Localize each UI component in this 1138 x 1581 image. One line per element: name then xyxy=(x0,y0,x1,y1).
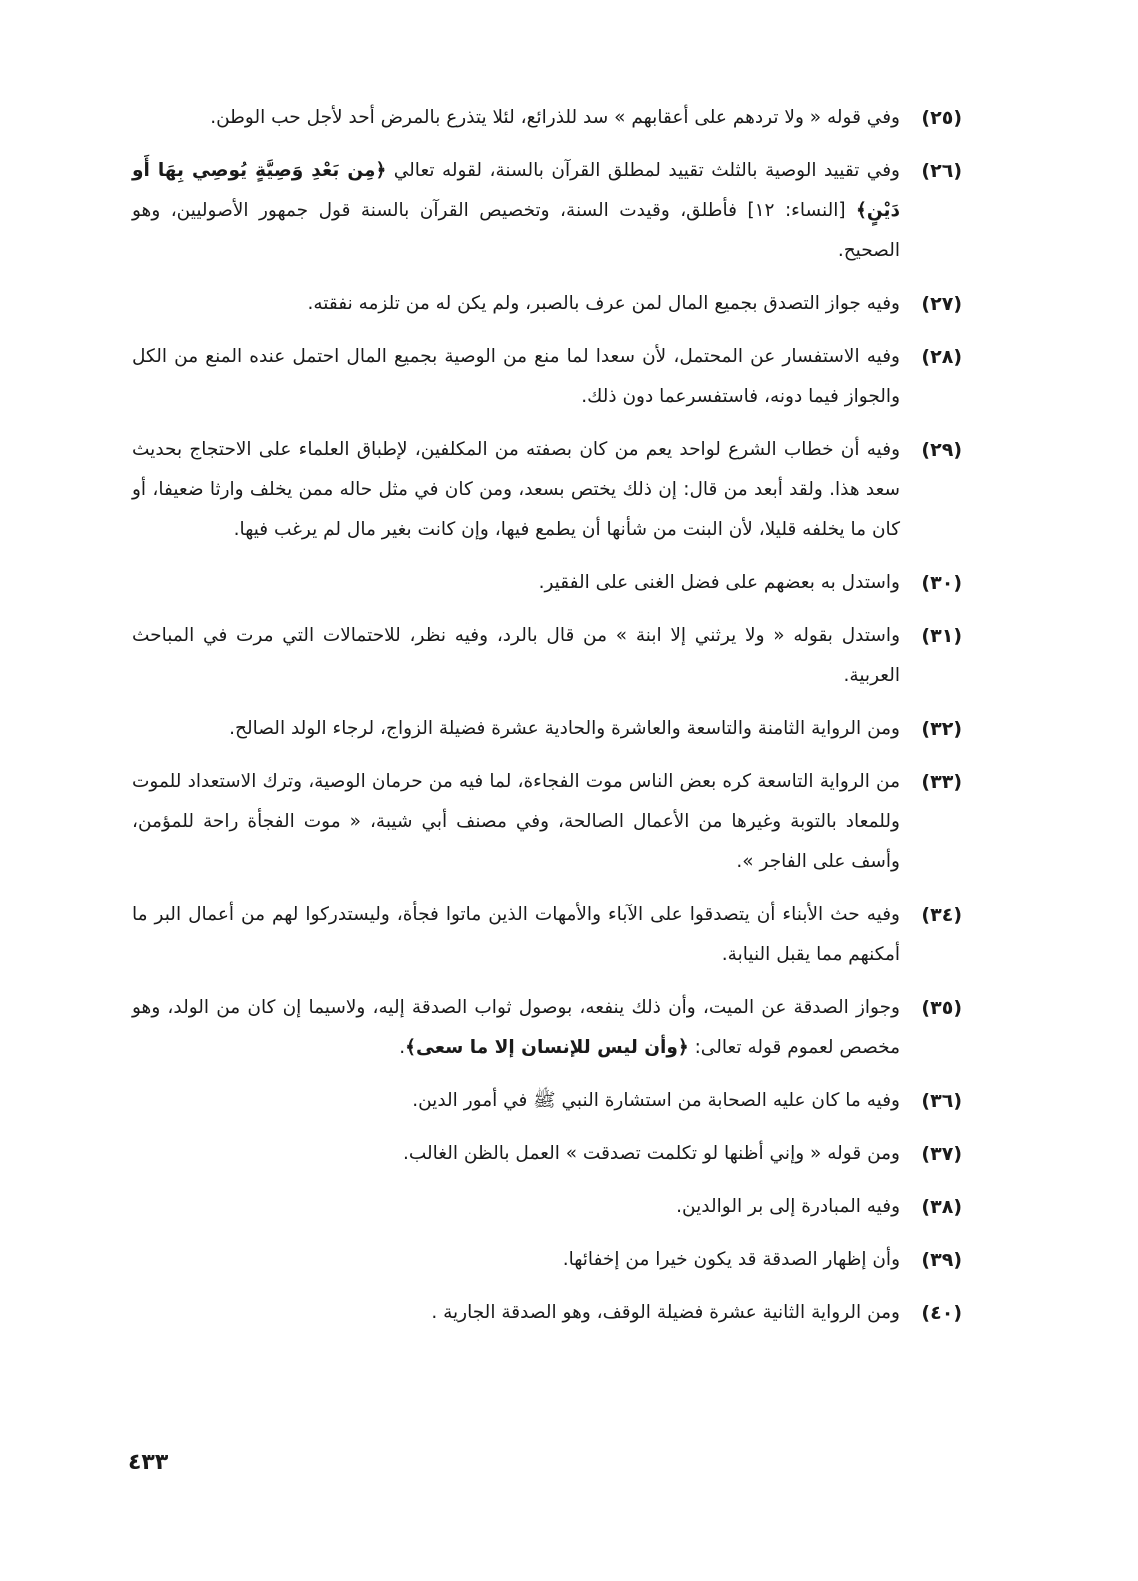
list-item xyxy=(132,430,962,550)
text-segment: وفي قوله « ولا تردهم على أعقابهم » سد للذرائع، لئلا يتذرع بالمرض أحد لأجل حب الوطن. xyxy=(210,107,900,128)
item-text xyxy=(132,988,900,1068)
item-text xyxy=(132,616,900,696)
item-number: (٣٥) xyxy=(921,997,962,1019)
text-segment: وفيه جواز التصدق بجميع المال لمن عرف بالصبر، ولم يكن له من تلزمه نفقته. xyxy=(307,293,900,314)
item-number: (٣٢) xyxy=(921,718,962,740)
item-text xyxy=(132,1240,900,1280)
list-item xyxy=(132,709,962,749)
item-text xyxy=(132,709,900,749)
item-number: (٣٠) xyxy=(921,572,962,594)
list-item xyxy=(132,337,962,417)
text-segment: واستدل بقوله « ولا يرثني إلا ابنة » من قال بالرد، وفيه نظر، للاحتمالات التي مرت في المباحث العربية. xyxy=(132,625,900,686)
text-segment: . xyxy=(399,1037,406,1058)
item-number: (٢٩) xyxy=(921,439,962,461)
page-body xyxy=(132,98,962,1346)
list-item xyxy=(132,1240,962,1280)
item-text xyxy=(132,762,900,882)
item-text xyxy=(132,284,900,324)
text-segment: وجواز الصدقة عن الميت، وأن ذلك ينفعه، بوصول ثواب الصدقة إليه، ولاسيما إن كان من الولد، وهو مخصص لعموم قوله تعالى: xyxy=(132,997,900,1058)
item-number: (٢٨) xyxy=(921,346,962,368)
list-item xyxy=(132,1134,962,1174)
text-segment: ومن الرواية الثانية عشرة فضيلة الوقف، وهو الصدقة الجارية . xyxy=(431,1302,900,1323)
item-text xyxy=(132,895,900,975)
item-number: (٣١) xyxy=(921,625,962,647)
text-segment: من الرواية التاسعة كره بعض الناس موت الفجاءة، لما فيه من حرمان الوصية، وترك الاستعداد للموت وللمعاد بالتوبة وغيرها من الأعمال الصالحة، وفي مصنف أبي شيبة، « موت الفجأة راحة للمؤمن، وأسف على الفاجر ». xyxy=(132,771,900,872)
page-number: ٤٣٣ xyxy=(128,1450,169,1475)
list-item xyxy=(132,616,962,696)
text-segment: ومن قوله « وإني أظنها لو تكلمت تصدقت » العمل بالظن الغالب. xyxy=(402,1143,900,1164)
text-segment: وفيه ما كان عليه الصحابة من استشارة النبي ﷺ في أمور الدين. xyxy=(412,1090,900,1111)
item-number: (٣٧) xyxy=(921,1143,962,1165)
list-item xyxy=(132,151,962,271)
item-text xyxy=(132,1134,900,1174)
item-number: (٣٦) xyxy=(921,1090,962,1112)
text-segment: ومن الرواية الثامنة والتاسعة والعاشرة والحادية عشرة فضيلة الزواج، لرجاء الولد الصالح. xyxy=(229,718,900,739)
item-number: (٢٧) xyxy=(921,293,962,315)
item-text xyxy=(132,1187,900,1227)
item-text xyxy=(132,151,900,271)
text-segment: وفيه أن خطاب الشرع لواحد يعم من كان بصفته من المكلفين، لإطباق العلماء على الاحتجاج بحديث سعد هذا. ولقد أبعد من قال: إن ذلك يختص بسعد، ومن كان في مثل حاله ممن يخلف وارثا ضعيفا، أو كان ما يخلفه قليلا، لأن البنت من شأنها أن يطمع فيها، وإن كانت بغير مال لم يرغب فيها. xyxy=(132,439,900,540)
list-item xyxy=(132,895,962,975)
list-item xyxy=(132,284,962,324)
list-item xyxy=(132,988,962,1068)
item-text xyxy=(132,563,900,603)
list-item xyxy=(132,563,962,603)
item-number: (٣٣) xyxy=(921,771,962,793)
list-item xyxy=(132,1081,962,1121)
list-item xyxy=(132,762,962,882)
text-segment: وفيه المبادرة إلى بر الوالدين. xyxy=(676,1196,900,1217)
text-segment: وفي تقييد الوصية بالثلث تقييد لمطلق القرآن بالسنة، لقوله تعالي xyxy=(386,160,900,181)
text-segment: وأن إظهار الصدقة قد يكون خيرا من إخفائها. xyxy=(562,1249,900,1270)
item-number: (٤٠) xyxy=(921,1302,962,1324)
list-item xyxy=(132,98,962,138)
item-number: (٢٥) xyxy=(921,107,962,129)
text-segment: [النساء: ١٢] فأطلق، وقيدت السنة، وتخصيص القرآن بالسنة قول جمهور الأصوليين، وهو الصحيح. xyxy=(132,200,900,261)
item-number: (٣٩) xyxy=(921,1249,962,1271)
list-item xyxy=(132,1187,962,1227)
item-number: (٣٤) xyxy=(921,904,962,926)
item-text xyxy=(132,430,900,550)
item-text xyxy=(132,1081,900,1121)
text-segment: وفيه الاستفسار عن المحتمل، لأن سعدا لما منع من الوصية بجميع المال احتمل عنده المنع من الكل والجواز فيما دونه، فاستفسرعما دون ذلك. xyxy=(132,346,900,407)
item-text xyxy=(132,337,900,417)
quran-verse: ﴿وأن ليس للإنسان إلا ما سعى﴾ xyxy=(405,1037,689,1058)
quran-verse: ﴿مِن بَعْدِ وَصِيَّةٍ يُوصِي بِهَا أَو دَيْنٍ﴾ xyxy=(132,160,900,221)
text-segment: واستدل به بعضهم على فضل الغنى على الفقير. xyxy=(538,572,900,593)
list-item xyxy=(132,1293,962,1333)
item-text xyxy=(132,1293,900,1333)
text-segment: وفيه حث الأبناء أن يتصدقوا على الآباء والأمهات الذين ماتوا فجأة، وليستدركوا لهم من أعمال البر ما أمكنهم مما يقبل النيابة. xyxy=(132,904,900,965)
item-number: (٣٨) xyxy=(921,1196,962,1218)
item-number: (٢٦) xyxy=(921,160,962,182)
item-text xyxy=(132,98,900,138)
